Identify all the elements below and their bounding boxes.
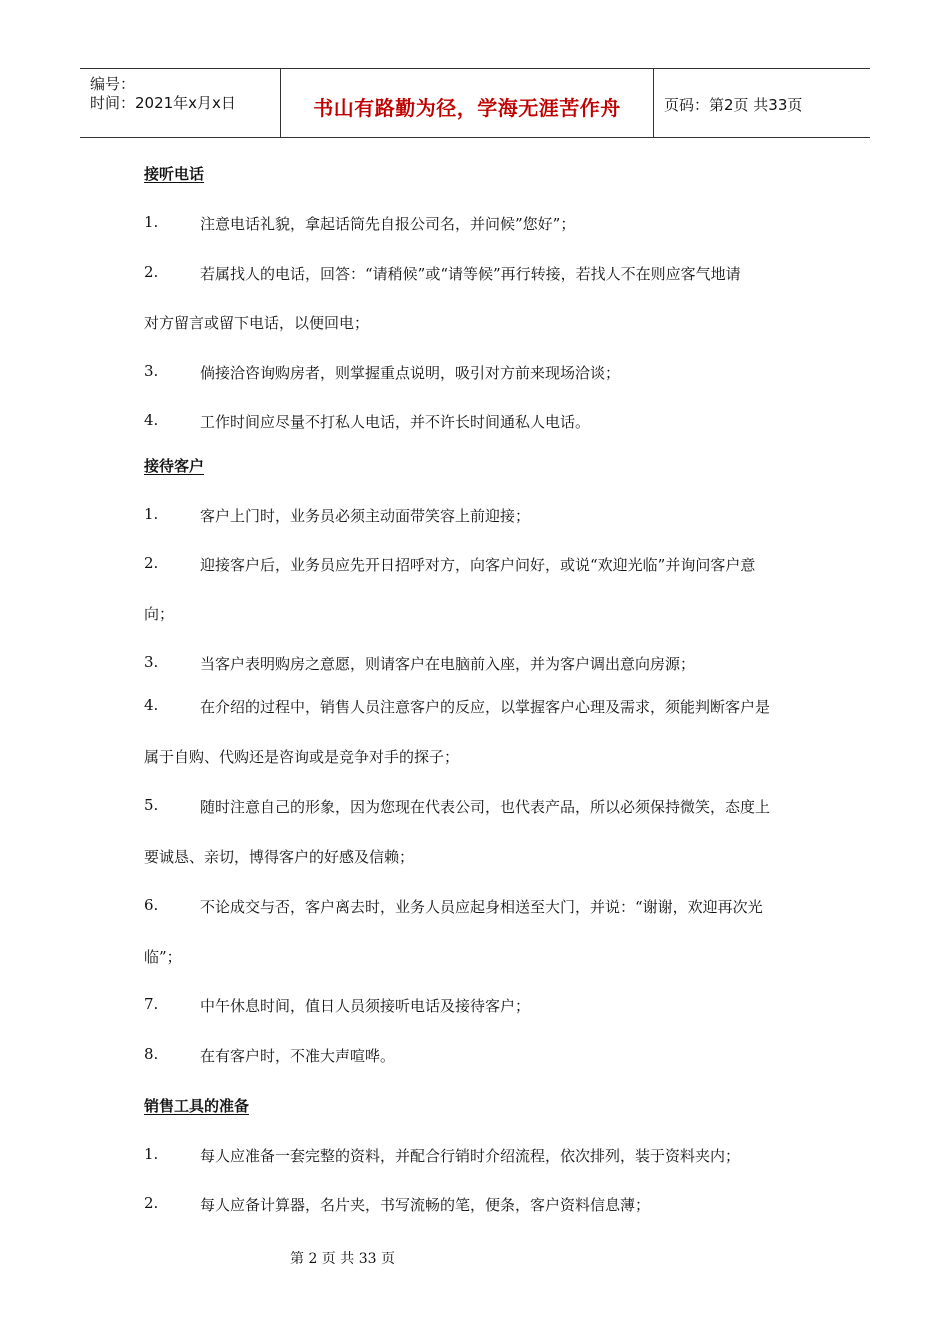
item-text: 中午休息时间，值日人员须接听电话及接待客户； — [200, 997, 531, 1015]
item-continuation: 向； — [144, 605, 175, 623]
section-title: 接听电话 — [144, 165, 205, 183]
item-text: 若属找人的电话，回答：“请稍候”或“请等候”再行转接，若找人不在则应客气地请 — [200, 265, 741, 283]
page-footer — [0, 1248, 950, 1268]
item-text: 在有客户时，不准大声喧哗。 — [200, 1047, 396, 1065]
item-number: 1. — [144, 213, 159, 231]
item-text: 每人应备计算器，名片夹，书写流畅的笔，便条，客户资料信息薄； — [200, 1196, 651, 1214]
section-title: 销售工具的准备 — [144, 1097, 250, 1115]
header-page-cell — [664, 69, 870, 137]
item-text: 每人应准备一套完整的资料，并配合行销时介绍流程，依次排列，装于资料夹内； — [200, 1147, 741, 1165]
item-number: 3. — [144, 653, 159, 671]
item-text: 当客户表明购房之意愿，则请客户在电脑前入座，并为客户调出意向房源； — [200, 655, 696, 673]
item-text: 迎接客户后，业务员应先开日招呼对方，向客户问好，或说“欢迎光临”并询问客户意 — [200, 556, 756, 574]
item-number: 1. — [144, 1145, 159, 1163]
item-continuation: 临”； — [144, 948, 182, 966]
page-header — [80, 68, 870, 138]
item-number: 3. — [144, 362, 159, 380]
header-motto: 书山有路勤为径，学海无涯苦作舟 — [313, 96, 621, 120]
item-number: 8. — [144, 1045, 159, 1063]
item-number: 1. — [144, 505, 159, 523]
item-continuation: 对方留言或留下电话，以便回电； — [144, 314, 370, 332]
item-text: 在介绍的过程中，销售人员注意客户的反应，以掌握客户心理及需求，须能判断客户是 — [200, 698, 771, 716]
item-continuation: 属于自购、代购还是咨询或是竞争对手的探子； — [144, 748, 460, 766]
item-text: 注意电话礼貌，拿起话筒先自报公司名，并问候”您好”； — [200, 215, 576, 233]
document-date: 时间：2021年x月x日 — [90, 94, 236, 112]
item-number: 5. — [144, 796, 159, 814]
header-left-cell — [80, 69, 281, 137]
item-text: 不论成交与否，客户离去时，业务人员应起身相送至大门，并说：“谢谢，欢迎再次光 — [200, 898, 763, 916]
document-number-label: 编号： — [90, 75, 136, 93]
item-text: 工作时间应尽量不打私人电话，并不许长时间通私人电话。 — [200, 413, 591, 431]
header-page-info: 页码：第2页 共33页 — [664, 96, 803, 114]
item-text: 随时注意自己的形象，因为您现在代表公司，也代表产品，所以必须保持微笑，态度上 — [200, 798, 771, 816]
item-number: 7. — [144, 995, 159, 1013]
footer-page-number: 第 2 页 共 33 页 — [290, 1251, 395, 1267]
item-number: 4. — [144, 696, 159, 714]
item-number: 2. — [144, 263, 159, 281]
item-number: 2. — [144, 1194, 159, 1212]
item-number: 2. — [144, 554, 159, 572]
item-number: 6. — [144, 896, 159, 914]
header-motto-cell — [281, 69, 654, 137]
item-text: 倘接洽咨询购房者，则掌握重点说明，吸引对方前来现场洽谈； — [200, 364, 621, 382]
item-continuation: 要诚恳、亲切，博得客户的好感及信赖； — [144, 848, 415, 866]
item-text: 客户上门时，业务员必须主动面带笑容上前迎接； — [200, 507, 531, 525]
item-number: 4. — [144, 411, 159, 429]
section-title: 接待客户 — [144, 457, 205, 475]
